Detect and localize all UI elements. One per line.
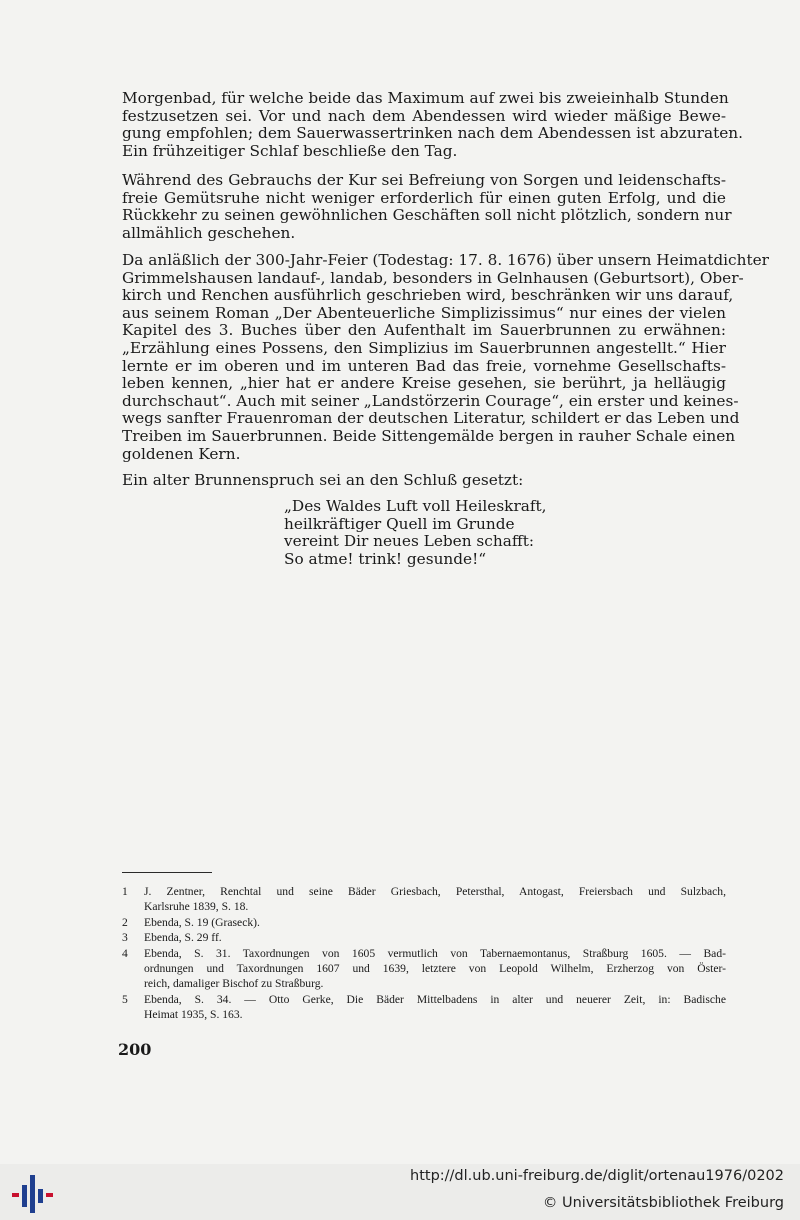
paragraph-line: leben kennen, „hier hat er andere Kreise gesehen, sie berührt, ja helläugig: [122, 374, 726, 393]
footnote-1: [122, 884, 726, 915]
footnote-line: Karlsruhe 1839, S. 18.: [144, 900, 249, 914]
permalink-url[interactable]: http://dl.ub.uni-freiburg.de/diglit/ortenau1976/0202: [410, 1168, 784, 1184]
footnote-4: [122, 946, 726, 992]
footnote-3: [122, 930, 726, 945]
paragraph-line: Da anläßlich der 300-Jahr-Feier (Todestag: 17. 8. 1676) über unsern Heimatdichter: [122, 251, 769, 269]
logo-bar: [38, 1189, 43, 1203]
poem-line: So atme! trink! gesunde!“: [284, 549, 487, 568]
poem-line: „Des Waldes Luft voll Heileskraft,: [284, 497, 547, 515]
footnote-line: Heimat 1935, S. 163.: [144, 1008, 243, 1022]
paragraph-line: Treiben im Sauerbrunnen. Beide Sittengemälde bergen in rauher Schale einen: [122, 426, 736, 445]
poem-line: vereint Dir neues Leben schafft:: [284, 532, 534, 551]
paragraph-line: allmählich geschehen.: [122, 223, 296, 242]
paragraph-line: aus seinem Roman „Der Abenteuerliche Simplizissimus“ nur eines der vielen: [122, 303, 726, 322]
footnote-line: reich, damaliger Bischof zu Straßburg.: [144, 977, 324, 991]
paragraph-line: lernte er im oberen und im unteren Bad das freie, vornehme Gesellschafts-: [122, 356, 726, 375]
paragraph-line: Morgenbad, für welche beide das Maximum auf zwei bis zweieinhalb Stunden: [122, 89, 729, 107]
paragraph-line: „Erzählung eines Possens, den Simplizius im Sauerbrunnen angestellt.“ Hier: [122, 338, 726, 357]
footnotes: [122, 884, 726, 1023]
footnote-line: Ebenda, S. 34. — Otto Gerke, Die Bäder Mittelbadens in alter und neuerer Zeit, in: Badische: [144, 992, 726, 1006]
logo-bar: [30, 1175, 35, 1213]
body-paragraph-4: [122, 472, 726, 490]
logo-bar: [12, 1193, 19, 1197]
paragraph-line: freie Gemütsruhe nicht weniger erforderlich für einen guten Erfolg, und die: [122, 188, 726, 207]
paragraph-line: durchschaut“. Auch mit seiner „Landstörzerin Courage“, ein erster und keines-: [122, 391, 739, 410]
brunnenspruch-poem: [284, 498, 547, 568]
body-paragraph-2: [122, 171, 732, 242]
paragraph-line: Rückkehr zu seinen gewöhnlichen Geschäften soll nicht plötzlich, sondern nur: [122, 206, 732, 225]
footnote-line: J. Zentner, Renchtal und seine Bäder Griesbach, Petersthal, Antogast, Freiersbach und Sulzbach,: [144, 885, 726, 898]
footnote-number: 5: [122, 992, 128, 1006]
footnote-5: [122, 992, 726, 1023]
paragraph-line: gung empfohlen; dem Sauerwassertrinken nach dem Abendessen ist abzuraten.: [122, 124, 744, 143]
footnote-divider: [122, 872, 212, 873]
paragraph-line: Grimmelshausen landauf-, landab, besonders in Gelnhausen (Geburtsort), Ober-: [122, 268, 744, 287]
paragraph-line: kirch und Renchen ausführlich geschrieben wird, beschränken wir uns darauf,: [122, 286, 734, 305]
page-number: 200: [118, 1040, 152, 1059]
footnote-number: 2: [122, 915, 128, 929]
paragraph-line: Ein frühzeitiger Schlaf beschließe den Tag.: [122, 141, 458, 160]
body-paragraph-1: [122, 89, 744, 160]
footnote-line: Ebenda, S. 31. Taxordnungen von 1605 vermutlich von Tabernaemontanus, Straßburg 1605. — Bad-: [144, 946, 726, 960]
university-library-logo-icon: [10, 1171, 54, 1215]
paragraph-line: wegs sanfter Frauenroman der deutschen Literatur, schildert er das Leben und: [122, 409, 740, 428]
paragraph-line: Ein alter Brunnenspruch sei an den Schluß gesetzt:: [122, 471, 524, 489]
body-paragraph-3: [122, 251, 769, 463]
paragraph-line: Kapitel des 3. Buches über den Aufenthalt im Sauerbrunnen zu erwähnen:: [122, 321, 726, 340]
poem-line: heilkräftiger Quell im Grunde: [284, 514, 515, 533]
paragraph-line: Während des Gebrauchs der Kur sei Befreiung von Sorgen und leidenschafts-: [122, 171, 726, 189]
logo-bar: [22, 1185, 27, 1207]
footnote-number: 4: [122, 946, 128, 960]
footnote-line: Ebenda, S. 29 ff.: [144, 931, 222, 945]
logo-bar: [46, 1193, 53, 1197]
footnote-number: 3: [122, 931, 128, 945]
footnote-line: Ebenda, S. 19 (Graseck).: [144, 915, 260, 929]
paragraph-line: goldenen Kern.: [122, 444, 241, 463]
copyright-notice: © Universitätsbibliothek Freiburg: [542, 1195, 784, 1211]
footnote-2: [122, 915, 726, 930]
footnote-line: ordnungen und Taxordnungen 1607 und 1639, letztere von Leopold Wilhelm, Erzherzog von Öster-: [144, 962, 726, 976]
footnote-number: 1: [122, 885, 128, 898]
paragraph-line: festzusetzen sei. Vor und nach dem Abendessen wird wieder mäßige Bewe-: [122, 106, 726, 125]
